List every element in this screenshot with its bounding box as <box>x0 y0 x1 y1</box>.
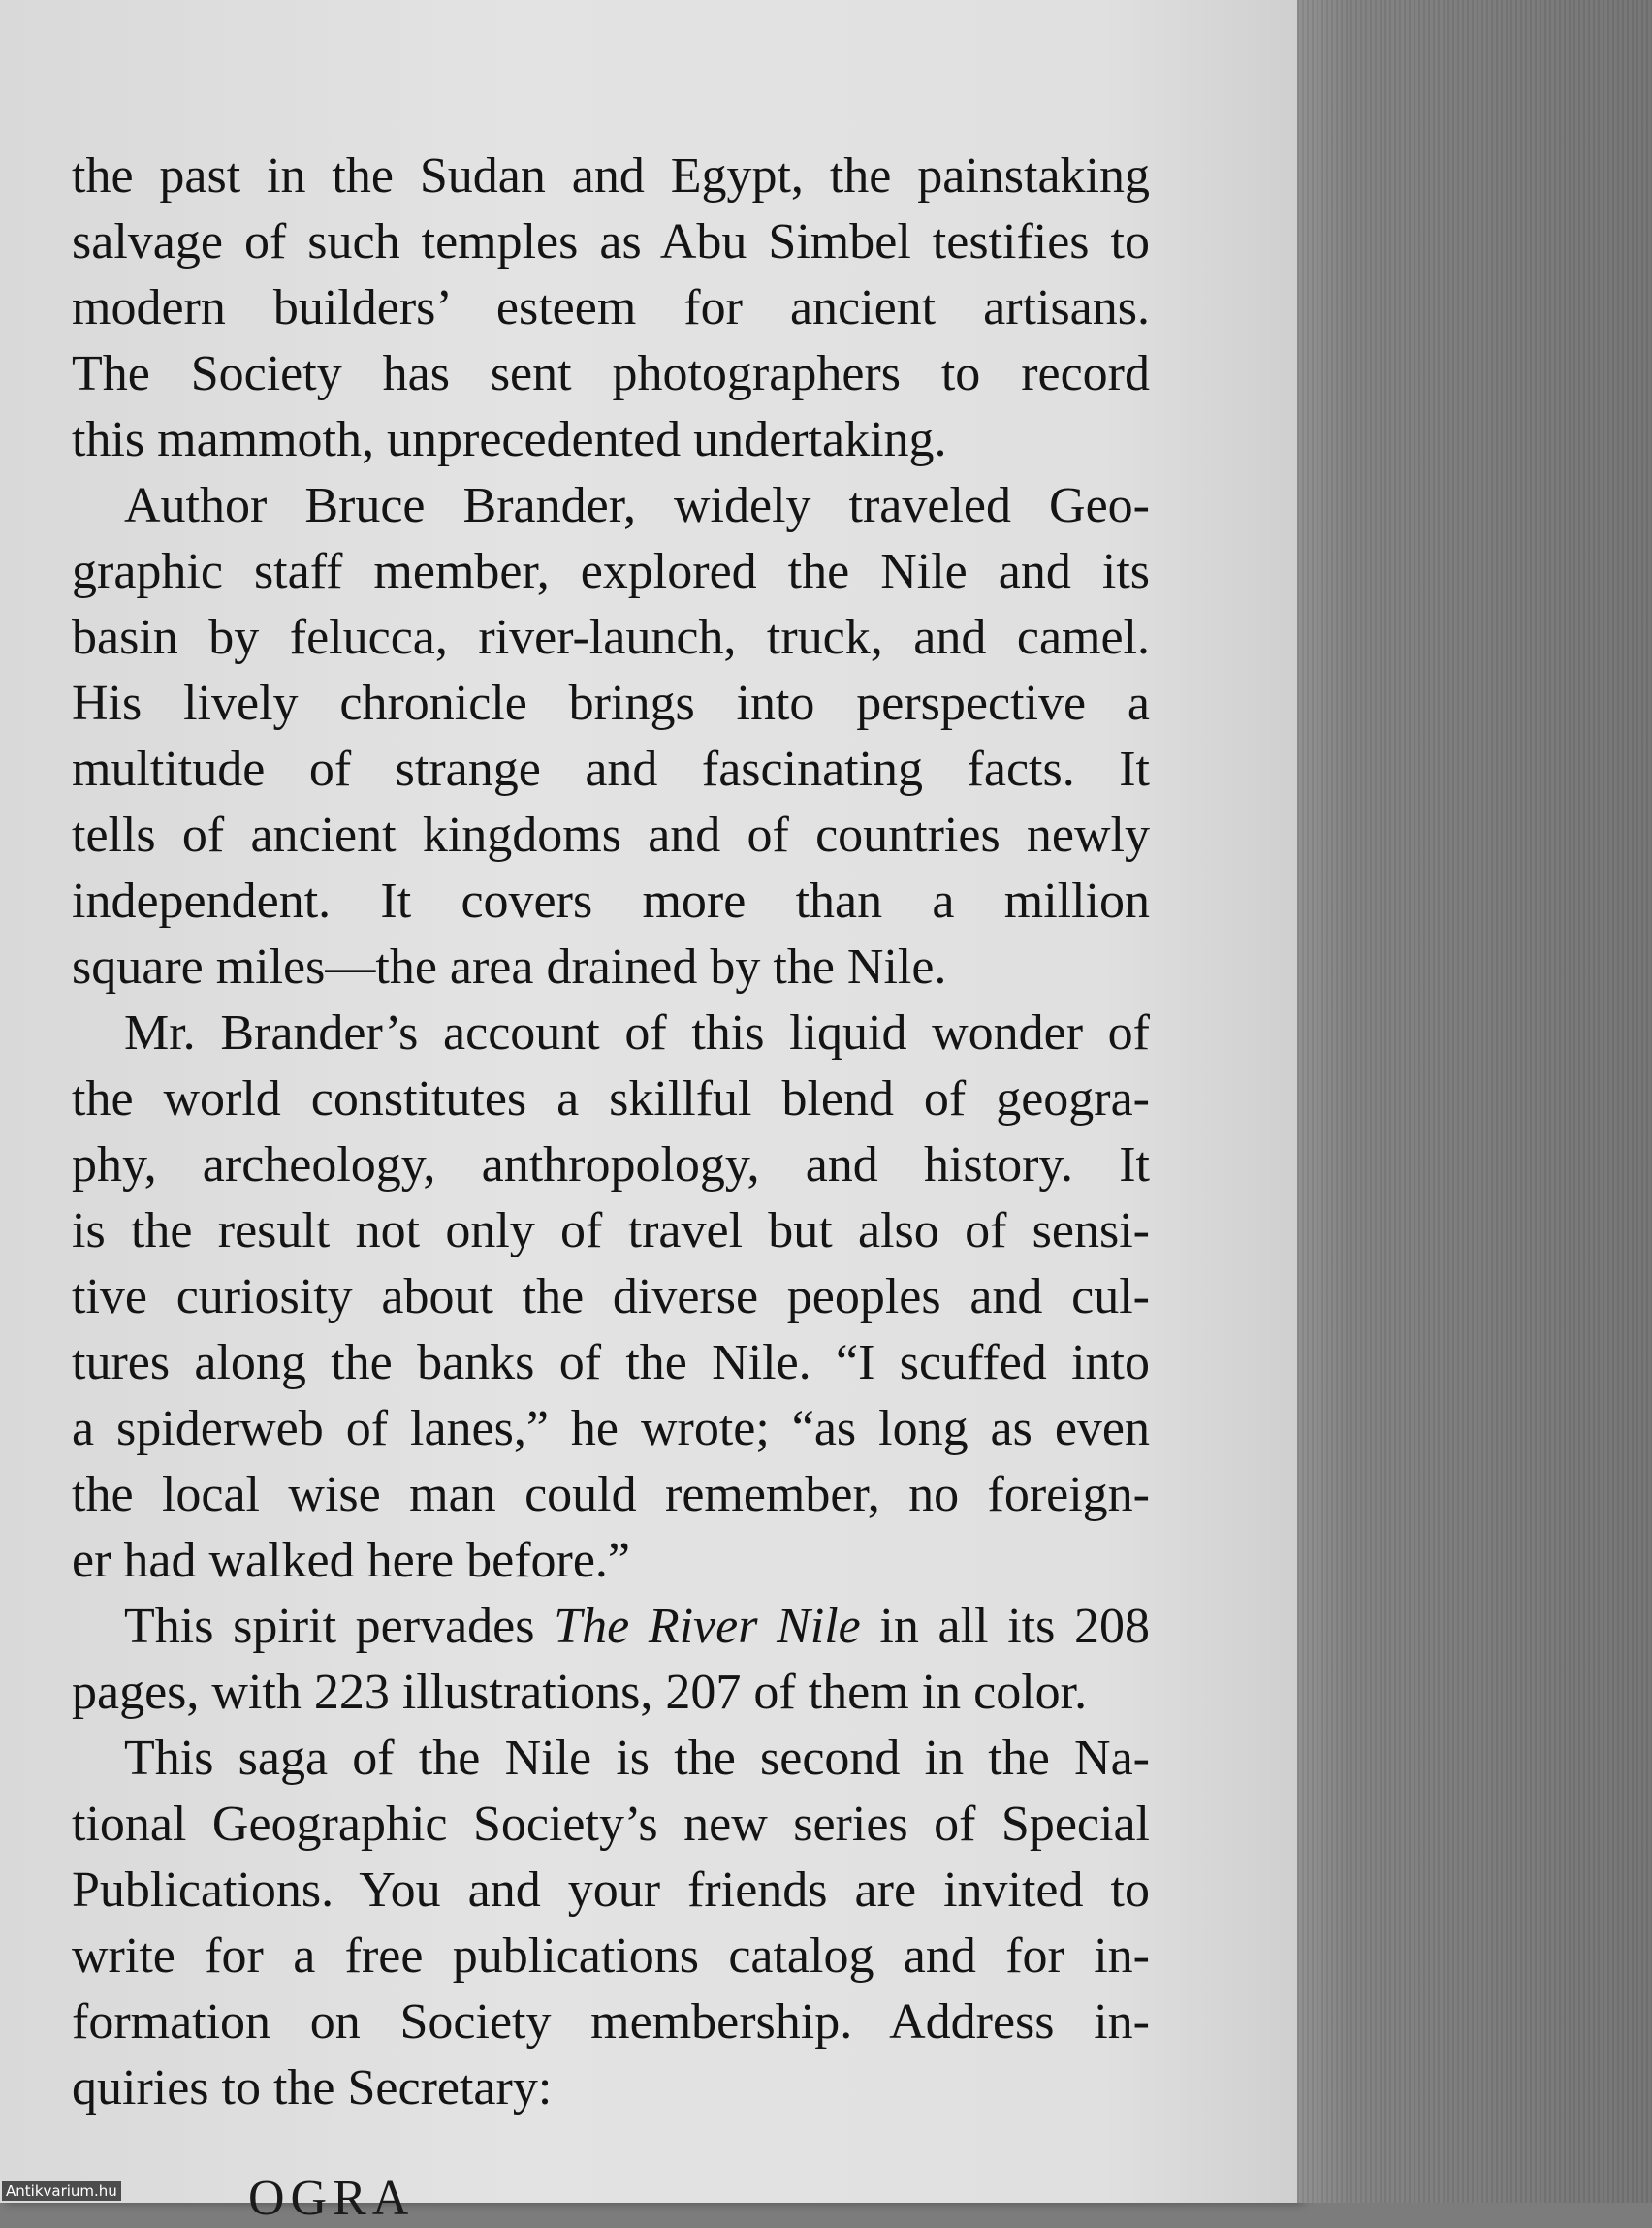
text-line: His lively chronicle brings into perspective a <box>72 676 1150 731</box>
text-line: This spirit pervades The River Nile in all its 208 <box>124 1599 1150 1654</box>
body-text <box>72 143 1150 2121</box>
text-line: square miles—the area drained by the Nile. <box>72 939 947 995</box>
text-line: the local wise man could remember, no foreign- <box>72 1467 1150 1522</box>
text-line: tional Geographic Society’s new series of Special <box>72 1797 1150 1852</box>
grey-backdrop <box>1297 0 1652 2203</box>
book-title: The River Nile <box>554 1599 861 1654</box>
text-line: quiries to the Secretary: <box>72 2060 553 2116</box>
text-line: tures along the banks of the Nile. “I scuffed into <box>72 1335 1150 1390</box>
text-line: pages, with 223 illustrations, 207 of them in color. <box>72 1665 1088 1720</box>
text-line: multitude of strange and fascinating facts. It <box>72 742 1150 797</box>
text-line: the past in the Sudan and Egypt, the painstaking <box>72 148 1150 204</box>
text-line: basin by felucca, river-launch, truck, and camel. <box>72 610 1150 665</box>
paragraph <box>72 143 1150 473</box>
text-line: tells of ancient kingdoms and of countries newly <box>72 808 1150 863</box>
cut-off-heading: OGRA <box>248 2171 415 2226</box>
paragraph <box>72 1001 1150 1594</box>
text-line: Mr. Brander’s account of this liquid wonder of <box>124 1005 1150 1061</box>
text-line: phy, archeology, anthropology, and history. It <box>72 1137 1150 1193</box>
text-line: tive curiosity about the diverse peoples and cul- <box>72 1269 1150 1324</box>
text-line: er had walked here before.” <box>72 1533 630 1588</box>
text-line: this mammoth, unprecedented undertaking. <box>72 412 947 467</box>
paragraph <box>72 1594 1150 1726</box>
text-line: the world constitutes a skillful blend of geogra- <box>72 1071 1150 1127</box>
text-line: formation on Society membership. Address in- <box>72 1994 1150 2050</box>
watermark: Antikvarium.hu <box>2 2181 121 2201</box>
text-line: Author Bruce Brander, widely traveled Geo- <box>124 478 1150 533</box>
paragraph <box>72 473 1150 1001</box>
text-line: modern builders’ esteem for ancient artisans. <box>72 280 1150 335</box>
text-line: is the result not only of travel but also of sensi- <box>72 1203 1150 1258</box>
text-line: salvage of such temples as Abu Simbel testifies to <box>72 214 1150 270</box>
text-line: This saga of the Nile is the second in the Na- <box>124 1731 1150 1786</box>
paragraph <box>72 1726 1150 2121</box>
text-line: a spiderweb of lanes,” he wrote; “as long as even <box>72 1401 1150 1456</box>
text-line: Publications. You and your friends are invited to <box>72 1862 1150 1918</box>
text-line: graphic staff member, explored the Nile and its <box>72 544 1150 599</box>
text-line: write for a free publications catalog and for in- <box>72 1928 1150 1984</box>
text-line: independent. It covers more than a million <box>72 874 1150 929</box>
text-line: The Society has sent photographers to record <box>72 346 1150 401</box>
